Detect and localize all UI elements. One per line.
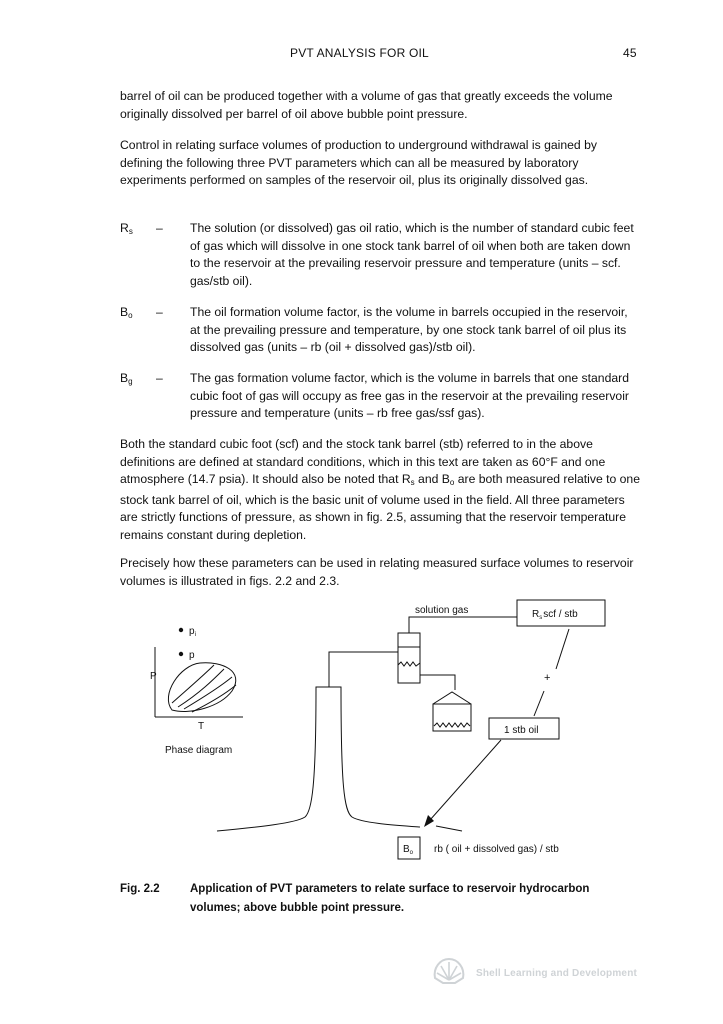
- stb-oil-label: 1 stb oil: [504, 725, 539, 736]
- pi-label: $p_i$: [189, 626, 196, 638]
- paragraph-4: Precisely how these parameters can be used in relating measured surface volumes to reservoir volumes is illustrated in figs. 2.2 and 2.3.: [120, 556, 634, 588]
- separator: [398, 633, 420, 683]
- page-number: 45: [623, 46, 637, 60]
- definition-dash: –: [156, 371, 163, 385]
- definition-text: The solution (or dissolved) gas oil ratio, which is the number of standard cubic feet of gas which will dissolve in one stock tank barrel of oil when both are taken down to the reservoir at the prevailing reservoir pressure and temperature (units – scf. gas/stb oil).: [190, 221, 634, 288]
- axis-p-label: P: [150, 671, 157, 682]
- definition-dash: –: [156, 305, 163, 319]
- axis-t-label: T: [198, 721, 205, 732]
- stock-tank-liquid: [434, 723, 470, 727]
- definition-symbol: $R_s$: [120, 221, 133, 236]
- pi-dot: [179, 628, 183, 632]
- figure-2-2-diagram: [0, 595, 723, 870]
- paragraph-3: Both the standard cubic foot (scf) and the stock tank barrel (stb) referred to in the above definitions are defined at standard conditions, which in this text are taken as 60°F and one atmosphere (14.7 psia). It should also be noted that $R_s$ and $B_o$ are both measured relative to one stock tank barrel of oil, which is the basic unit of volume used in the field. All three parameters are strictly functions of pressure, as shown in fig. 2.5, assuming that the reservoir temperature remains constant during depletion.: [120, 437, 640, 542]
- phase-envelope: [168, 663, 235, 712]
- connector-line: [534, 691, 544, 716]
- quality-line: [192, 685, 236, 712]
- p-dot: [179, 652, 183, 656]
- plus-sign: +: [544, 672, 551, 684]
- phase-diagram-label: Phase diagram: [165, 745, 233, 756]
- connector-line: [556, 629, 569, 669]
- definition-text: The oil formation volume factor, is the volume in barrels occupied in the reservoir, at the prevailing pressure and temperature, by one stock tank barrel of oil plus its dissolved gas (units – rb (oil + dissolved gas)/stb oil).: [190, 305, 628, 354]
- p-label: p: [189, 650, 195, 661]
- stock-tank-roof: [433, 692, 471, 704]
- bo-unit-label: rb ( oil + dissolved gas) / stb: [434, 844, 559, 855]
- solution-gas-label: solution gas: [415, 605, 469, 616]
- gas-line: [409, 617, 517, 633]
- definition-dash: –: [156, 221, 163, 235]
- reservoir-line: [436, 826, 462, 831]
- bo-symbol: $B_o$: [403, 844, 414, 856]
- rs-label: $R_sscf$ / stb: [532, 609, 578, 621]
- arrow-line: [430, 740, 501, 820]
- paragraph-2: Control in relating surface volumes of production to underground withdrawal is gained by defining the following three PVT parameters which can all be measured by laboratory experiments performed on samples of the reservoir oil, plus its originally dissolved gas.: [120, 138, 597, 187]
- page-header-title: PVT ANALYSIS FOR OIL: [290, 46, 429, 60]
- definition-text: The gas formation volume factor, which is the volume in barrels that one standard cubic foot of gas will occupy as free gas in the reservoir at the prevailing reservoir pressure and temperature (units – rb free gas/ssf gas).: [190, 371, 629, 420]
- figure-caption-text: Application of PVT parameters to relate surface to reservoir hydrocarbon volumes; above bubble point pressure.: [190, 883, 590, 914]
- footer-brand-text: Shell Learning and Development: [476, 968, 638, 979]
- well-tubing: [217, 687, 420, 831]
- paragraph-1: barrel of oil can be produced together with a volume of gas that greatly exceeds the volume originally dissolved per barrel of oil above bubble point pressure.: [120, 89, 613, 121]
- oil-line: [420, 675, 455, 690]
- separator-liquid: [398, 662, 420, 666]
- phase-diagram: [155, 647, 243, 717]
- flowline: [329, 652, 398, 687]
- definition-symbol: $B_o$: [120, 305, 133, 320]
- figure-caption-number: Fig. 2.2: [120, 883, 160, 895]
- definition-symbol: $B_g$: [120, 371, 133, 386]
- shell-logo-icon: [432, 956, 466, 986]
